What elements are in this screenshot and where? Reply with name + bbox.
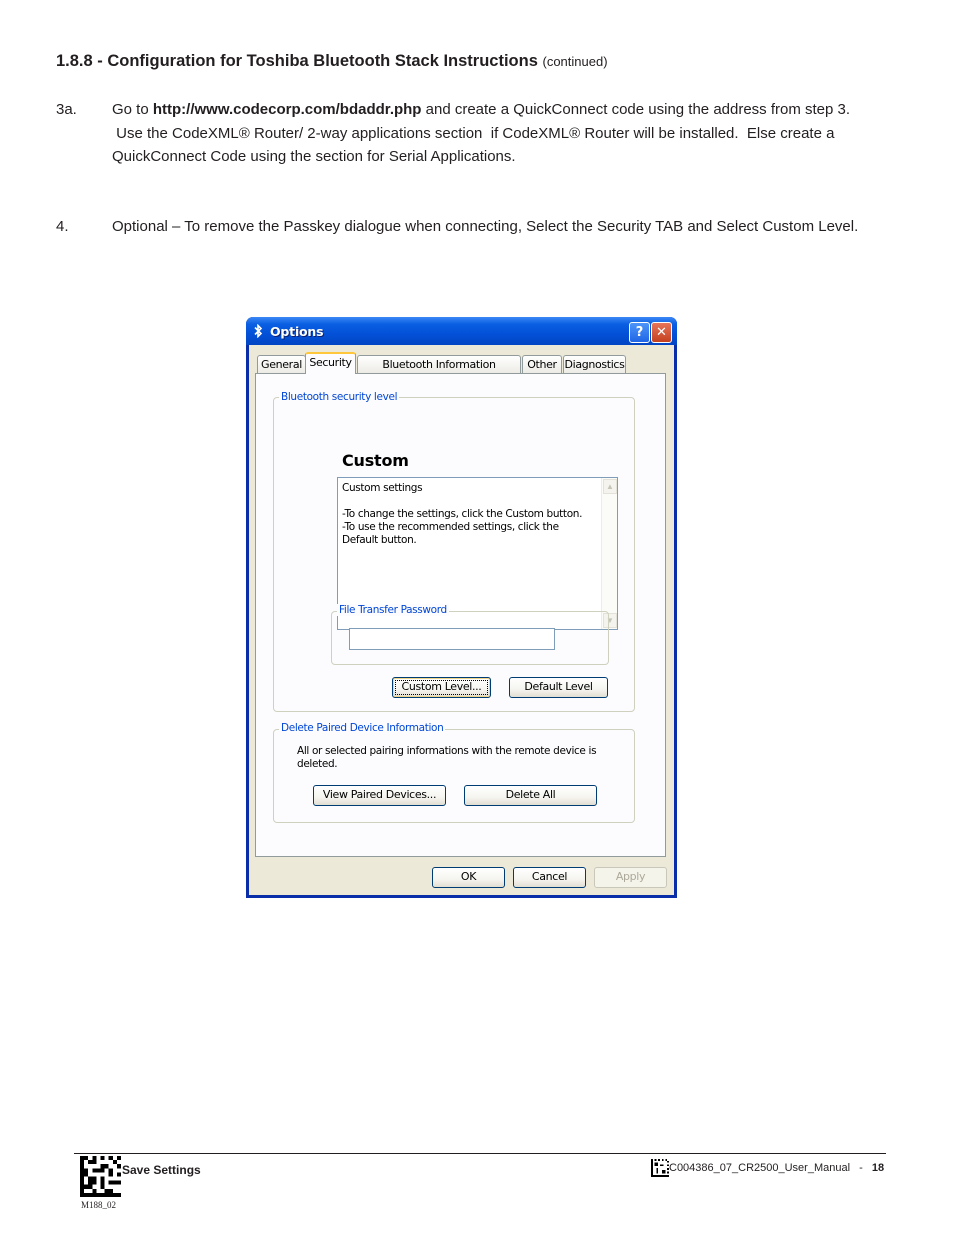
security-tab-panel bbox=[255, 373, 666, 857]
footer-manual-reference bbox=[669, 1162, 884, 1174]
step-number: 4. bbox=[56, 218, 69, 235]
url-text: http://www.codecorp.com/bdaddr.php bbox=[152, 101, 422, 118]
step-number: 3a. bbox=[56, 101, 77, 118]
page-number: 18 bbox=[871, 1162, 885, 1174]
section-heading bbox=[56, 52, 608, 71]
tab-security[interactable]: Security bbox=[305, 352, 356, 374]
close-button[interactable] bbox=[651, 322, 672, 343]
footer-separator: - bbox=[859, 1162, 863, 1174]
vertical-scrollbar[interactable] bbox=[601, 478, 617, 629]
step-3a-text bbox=[112, 98, 902, 169]
tab-bluetooth-information-exchanger[interactable]: Bluetooth Information bbox=[357, 355, 521, 373]
close-icon: ✕ bbox=[656, 325, 667, 340]
password-label: File Transfer Password bbox=[339, 604, 447, 616]
step-3a-line-1 bbox=[112, 98, 902, 122]
heading-suffix: (continued) bbox=[542, 54, 608, 69]
step-text: Go to bbox=[112, 101, 153, 118]
tab-other[interactable]: Other bbox=[522, 355, 562, 373]
datamatrix-code-icon bbox=[80, 1155, 121, 1198]
options-dialog bbox=[246, 317, 677, 898]
security-level-title: Custom bbox=[342, 451, 409, 470]
footer-divider bbox=[74, 1153, 886, 1154]
view-paired-devices-button[interactable]: View Paired Devices... bbox=[313, 785, 446, 806]
dialog-client-area bbox=[249, 345, 674, 895]
help-button[interactable] bbox=[629, 322, 650, 343]
default-level-button[interactable]: Default Level bbox=[509, 677, 608, 698]
delete-description: All or selected pairing informations with the remote device is deleted. bbox=[297, 745, 597, 770]
heading-text: 1.8.8 - Configuration for Toshiba Bluetooth Stack Instructions bbox=[56, 52, 538, 70]
title-bar[interactable] bbox=[246, 317, 677, 345]
scroll-up-icon[interactable]: ▲ bbox=[603, 479, 617, 494]
delete-paired-label: Delete Paired Device Information bbox=[281, 722, 444, 734]
cancel-button[interactable]: Cancel bbox=[513, 867, 586, 888]
ok-button[interactable]: OK bbox=[432, 867, 505, 888]
step-4-text: Optional – To remove the Passkey dialogue when connecting, Select the Security TAB and Select Custom Level. bbox=[112, 218, 859, 235]
delete-all-button[interactable]: Delete All bbox=[464, 785, 597, 806]
help-icon: ? bbox=[635, 325, 644, 340]
footer-code-label: M188_02 bbox=[81, 1200, 117, 1210]
bluetooth-icon bbox=[253, 324, 264, 338]
manual-id: C004386_07_CR2500_User_Manual bbox=[669, 1162, 851, 1174]
step-text: and create a QuickConnect code using the address from step 3. bbox=[421, 101, 851, 118]
tab-diagnostics[interactable]: Diagnostics bbox=[563, 355, 626, 373]
security-level-label: Bluetooth security level bbox=[281, 391, 398, 403]
dialog-title: Options bbox=[270, 324, 324, 339]
tab-general[interactable]: General bbox=[257, 355, 306, 373]
settings-description: Custom settings -To change the settings, click the Custom button. -To use the recommended settings, click the Default button. bbox=[342, 482, 583, 546]
step-3a-line-3: QuickConnect Code using the section for Serial Applications. bbox=[112, 148, 516, 165]
datamatrix-small-icon bbox=[651, 1159, 669, 1177]
footer-section-title: Save Settings bbox=[122, 1163, 201, 1177]
apply-button[interactable]: Apply bbox=[594, 867, 667, 888]
password-input[interactable] bbox=[349, 628, 555, 650]
step-3a-line-2: Use the CodeXML® Router/ 2-way applications section if CodeXML® Router will be installed. Else create a bbox=[112, 124, 835, 142]
scroll-down-icon[interactable]: ▼ bbox=[603, 613, 617, 628]
delete-paired-group bbox=[273, 729, 635, 823]
custom-level-button[interactable]: Custom Level... bbox=[392, 677, 491, 698]
